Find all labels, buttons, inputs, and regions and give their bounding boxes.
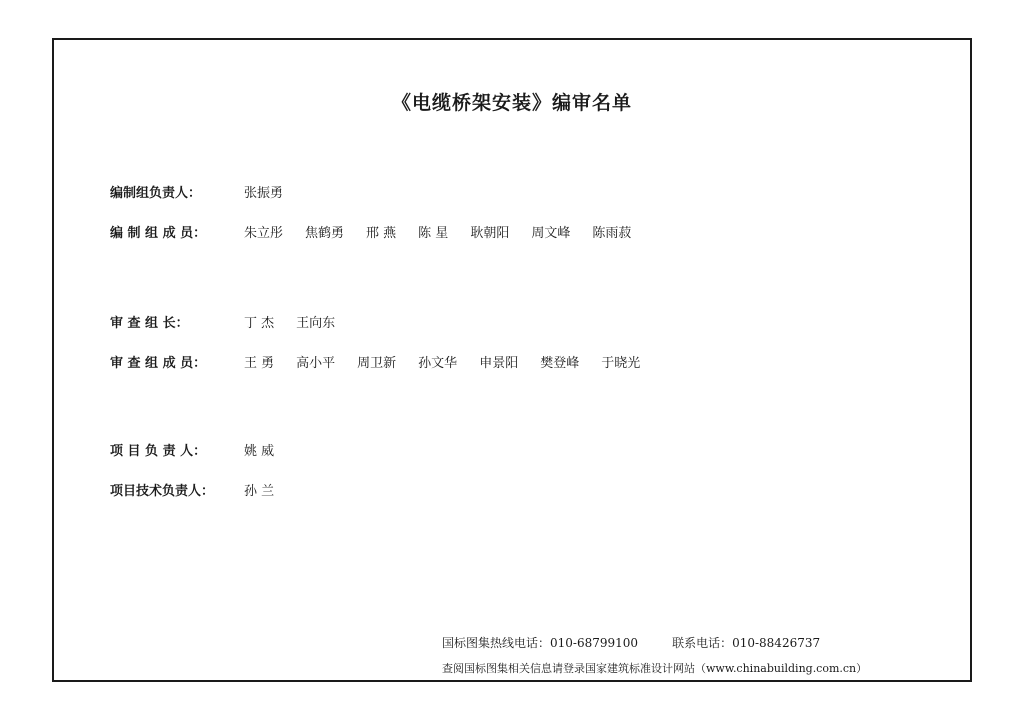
person-name: 于晓光 bbox=[601, 356, 641, 371]
person-name: 邢 燕 bbox=[366, 226, 397, 241]
person-name: 王 勇 bbox=[244, 356, 275, 371]
contact-number: 010-88426737 bbox=[732, 636, 821, 650]
person-name: 陈雨菽 bbox=[592, 226, 632, 241]
person-name: 朱立彤 bbox=[244, 226, 284, 241]
hotline-label: 国标图集热线电话： bbox=[442, 636, 551, 650]
hotline-number: 010-68799100 bbox=[550, 636, 639, 650]
person-name: 丁 杰 bbox=[244, 316, 275, 331]
person-name: 姚 威 bbox=[244, 444, 275, 459]
compile-members-label: 编 制 组 成 员： bbox=[110, 226, 207, 241]
project-tech-names bbox=[244, 480, 296, 499]
compile-members-row bbox=[110, 222, 653, 241]
compile-members-names bbox=[244, 222, 653, 241]
compile-leader-row bbox=[110, 182, 305, 201]
footer-phone-line bbox=[442, 634, 820, 651]
review-leader-row bbox=[110, 312, 357, 331]
review-members-row bbox=[110, 352, 662, 371]
review-members-names bbox=[244, 352, 662, 371]
website-text: 查阅国标图集相关信息请登录国家建筑标准设计网站（www.chinabuilding.com.cn） bbox=[442, 662, 868, 675]
person-name: 申景阳 bbox=[479, 356, 519, 371]
person-name: 王向东 bbox=[296, 316, 336, 331]
compile-leader-names bbox=[244, 182, 305, 201]
document-frame bbox=[52, 38, 972, 682]
person-name: 高小平 bbox=[296, 356, 336, 371]
review-members-label: 审 查 组 成 员： bbox=[110, 356, 207, 371]
review-leader-names bbox=[244, 312, 357, 331]
project-tech-row bbox=[110, 480, 296, 499]
person-name: 孙文华 bbox=[418, 356, 458, 371]
person-name: 焦鹤勇 bbox=[305, 226, 345, 241]
footer-website-line bbox=[442, 660, 867, 676]
document-title: 《电缆桥架安装》编审名单 bbox=[391, 92, 632, 114]
person-name: 耿朝阳 bbox=[470, 226, 510, 241]
project-leader-row bbox=[110, 440, 296, 459]
person-name: 陈 星 bbox=[418, 226, 449, 241]
person-name: 樊登峰 bbox=[540, 356, 580, 371]
review-leader-label: 审 查 组 长： bbox=[110, 316, 189, 331]
project-leader-names bbox=[244, 440, 296, 459]
compile-leader-label: 编制组负责人： bbox=[110, 186, 202, 201]
project-tech-label: 项目技术负责人： bbox=[110, 484, 215, 499]
person-name: 张振勇 bbox=[244, 186, 284, 201]
person-name: 周卫新 bbox=[357, 356, 397, 371]
person-name: 孙 兰 bbox=[244, 484, 275, 499]
project-leader-label: 项 目 负 责 人： bbox=[110, 444, 207, 459]
person-name: 周文峰 bbox=[531, 226, 571, 241]
contact-label: 联系电话： bbox=[672, 636, 733, 650]
